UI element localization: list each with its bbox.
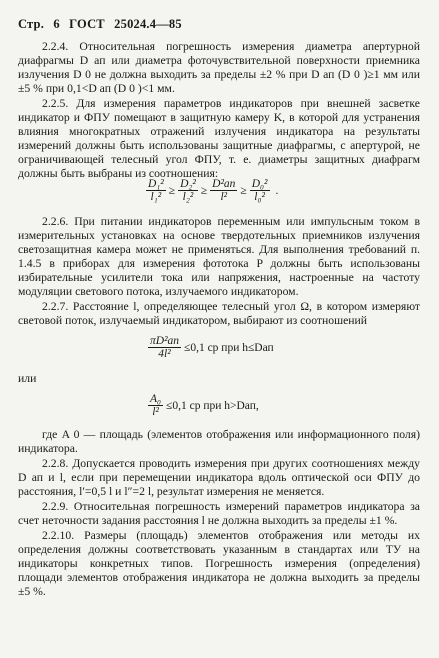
paragraph-2-2-7: 2.2.7. Расстояние l, определяющее телесный угол Ω, в котором измеряют световой поток, излучаемый индикатором, выбирают из соотношений xyxy=(18,300,420,327)
fraction-4: $\frac{\text{D₀²}}{\text{l₀²}}$ xyxy=(251,178,268,203)
paragraph-2-2-9: 2.2.9. Относительная погрешность измерений параметров индикатора за счет неточности задания расстояния l не должна выходить за пределы ±1 %. xyxy=(18,500,420,527)
header-page-number: 6 xyxy=(53,17,60,31)
fraction-1: $\frac{\text{D₁²}}{\text{l₁²}}$ xyxy=(148,178,164,203)
paragraph-2-2-10: 2.2.10. Размеры (площадь) элементов отображения или методы их определения должны соответствовать указанным в стандартах или ТУ на индикаторы конкретных типов. Погрешность измерения (определения) площади элементов отображения индикатора не должна выходить за пределы ±5 %. xyxy=(18,529,420,598)
paragraph-2-2-6: 2.2.6. При питании индикаторов переменным или импульсным током в измерительных установках на основе твердотельных приемников излучения светозащитная камера может не применяться. Для выполнения требований п. 1.4.5 в приборах для измерения фототока P должны быть использованы избирательные усилители тока или напряжения, настроенные на частоту модуляции светового потока, излучаемого индикатором. xyxy=(18,215,420,298)
header-standard-number: 25024.4—85 xyxy=(114,17,182,31)
header-label: Стр. xyxy=(18,17,45,31)
paragraph-2-2-8: 2.2.8. Допускается проводить измерения при других соотношениях между D ап и l, если при перемещении индикатора вдоль оптической оси ФПУ до расстояния, l′=0,5 l и l″=2 l, результат измерения не меняется. xyxy=(18,457,420,498)
fraction-3: $\frac{\text{D²ап}}{\text{l²}}$ xyxy=(212,178,236,203)
paragraph-2-2-5: 2.2.5. Для измерения параметров индикаторов при внешней засветке индикатор и ФПУ помещают в защитную камеру K, в которой для устранения влияния многократных отражений излучения индикатора на результаты измерений должны быть использованы защитные диафрагмы, с апертурой, не ограничивающей телесный угол ФПУ, т. е. диаметры защитных диафрагм должны быть выбраны из соотношения: xyxy=(18,97,420,180)
or-label: или xyxy=(18,372,37,385)
formula-solid-angle-1: $\frac{\text{πD²ап}}{\text{4l²}}$ ≤0,1 ср при h≤Dап xyxy=(150,335,274,360)
text-block-3 xyxy=(18,428,420,600)
formula-diaphragm-ratios: $\frac{\text{D₁²}}{\text{l₁²}}$ ≥ $\frac{\text{D₂²}}{\text{l₂²}}$ ≥ $\frac{\text{D²ап}}{\text{l²}}$ ≥ $\frac{\text{D₀²}}{\text{l₀²}}$ . xyxy=(148,178,279,203)
formula-solid-angle-2: $\frac{\text{A₀}}{\text{l²}}$ ≤0,1 ср при h>Dап, xyxy=(150,393,259,418)
text-block-2 xyxy=(18,215,420,329)
definition-a0: где A 0 — площадь (элементов отображения или информационного поля) индикатора. xyxy=(18,428,420,455)
paragraph-2-2-4: 2.2.4. Относительная погрешность измерения диаметра апертурной диафрагмы D ап или диаметра фоточувствительной поверхности приемника излучения D 0 не должна выходить за пределы ±2 % при D ап (D 0 )≥1 мм или ±5 % при 0,1<D ап (D 0 )<1 мм. xyxy=(18,40,420,95)
text-block-1 xyxy=(18,40,420,182)
fraction-2: $\frac{\text{D₂²}}{\text{l₂²}}$ xyxy=(180,178,196,203)
header-gost: ГОСТ xyxy=(69,17,105,31)
page-header xyxy=(18,17,188,32)
